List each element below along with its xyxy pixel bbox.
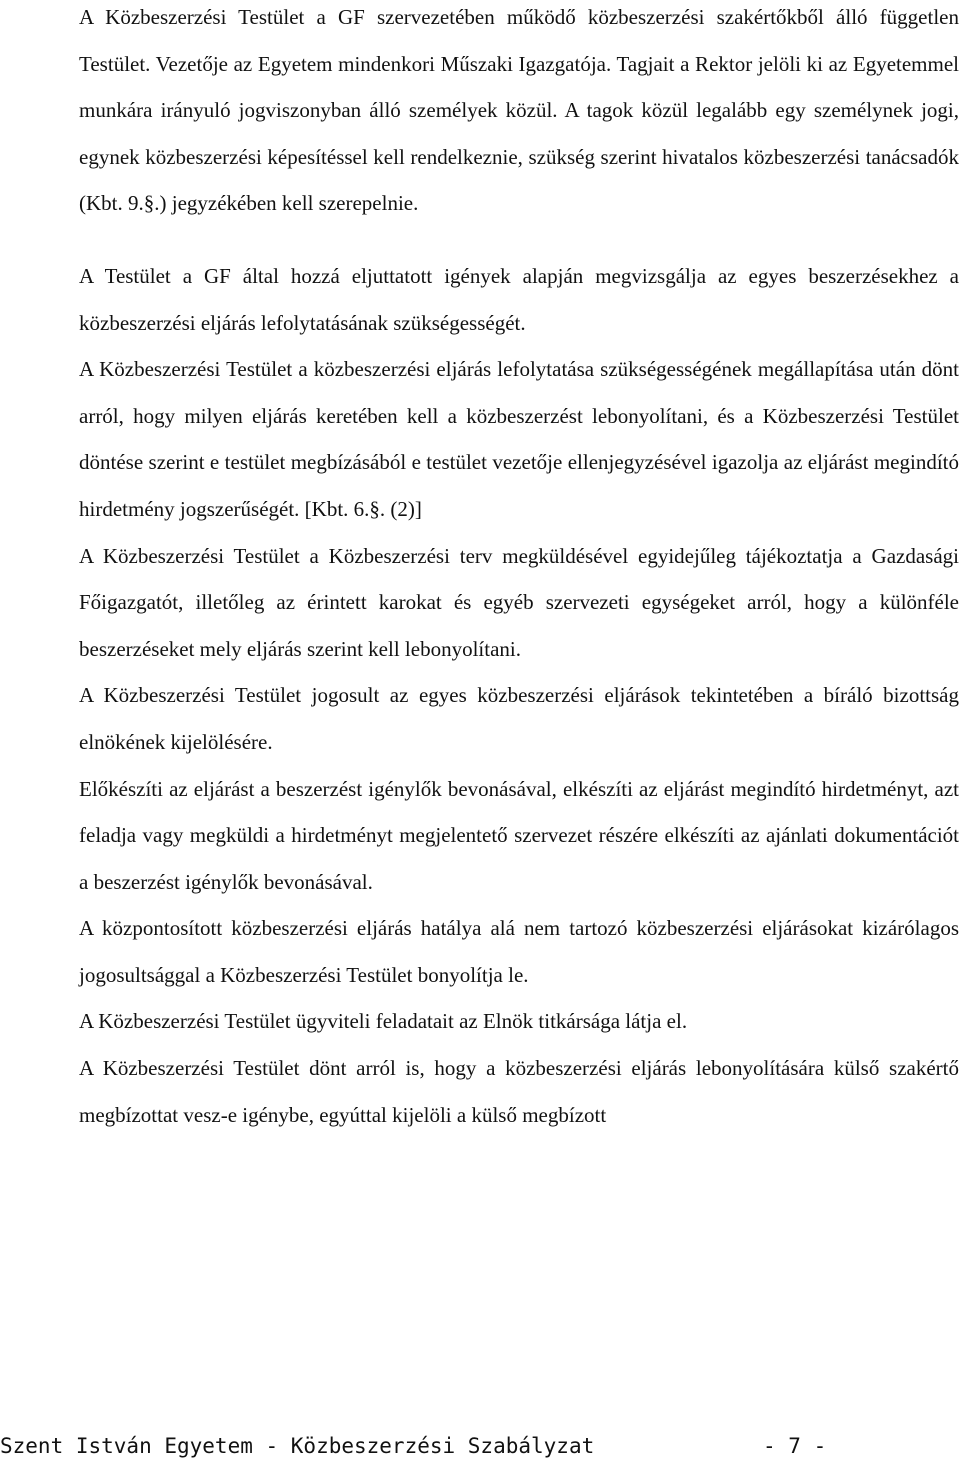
paragraph-kulso-szakerto: A Közbeszerzési Testület dönt arról is, hogy a közbeszerzési eljárás lebonyolítására külső szakértő megbízottat vesz-e igénybe, egyúttal kijelöli a külső megbízott [79, 1056, 959, 1127]
paragraph-igenyek-vizsgalata: A Testület a GF által hozzá eljuttatott igények alapján megvizsgálja az egyes beszerzésekhez a közbeszerzési eljárás lefolytatásának szükségességét. [79, 263, 959, 335]
document-body [79, 0, 959, 1138]
paragraph-ugyvitel: A Közbeszerzési Testület ügyviteli feladatait az Elnök titkársága látja el. [79, 1009, 688, 1034]
paragraph-testulet-intro: A Közbeszerzési Testület a GF szervezetében működő közbeszerzési szakértőkből álló független Testület. Vezetője az Egyetem mindenkori Műszaki Igazgatója. Tagjait a Rektor jelöli ki az Egyetemmel munkára irányuló jogviszonyban álló személyek közül. A tagok közül legalább egy személynek jogi, egynek közbeszerzési képesítéssel kell rendelkeznie, szükség szerint hivatalos közbeszerzési tanácsadók (Kbt. 9.§.) jegyzékében kell szerepelnie. [79, 5, 959, 216]
page-footer [0, 1434, 960, 1466]
footer-title: Szent István Egyetem - Közbeszerzési Szabályzat [0, 1434, 595, 1458]
paragraph-tajekoztatas: A Közbeszerzési Testület a Közbeszerzési terv megküldésével egyidejűleg tájékoztatja a Gazdasági Főigazgatót, illetőleg az érintett karokat és egyéb szervezeti egységeket arról, hogy a különféle beszerzéseket mely eljárás szerint kell lebonyolítani. [79, 543, 959, 661]
paragraph-kozpontositott: A központosított közbeszerzési eljárás hatálya alá nem tartozó közbeszerzési eljárásokat kizárólagos jogosultsággal a Közbeszerzési Testület bonyolítja le. [79, 916, 959, 987]
paragraph-biralo-bizottsag: A Közbeszerzési Testület jogosult az egyes közbeszerzési eljárások tekintetében a bíráló bizottság elnökének kijelölésére. [79, 683, 959, 754]
page-number: - 7 - [763, 1434, 827, 1458]
paragraph-elokeszites: Előkészíti az eljárást a beszerzést igénylők bevonásával, elkészíti az eljárást megindító hirdetményt, azt feladja vagy megküldi a hirdetményt megjelentető szervezet részére elkészíti az ajánlati dokumentációt a beszerzést igénylők bevonásával. [79, 776, 959, 894]
paragraph-eljaras-dontes: A Közbeszerzési Testület a közbeszerzési eljárás lefolytatása szükségességének megállapítása után dönt arról, hogy milyen eljárás keretében kell a közbeszerzést lebonyolítani, és a Közbeszerzési Testület döntése szerint e testület megbízásából e testület vezetője ellenjegyzésével igazolja az eljárást megindító hirdetmény jogszerűségét. [Kbt. 6.§. (2)] [79, 357, 959, 521]
